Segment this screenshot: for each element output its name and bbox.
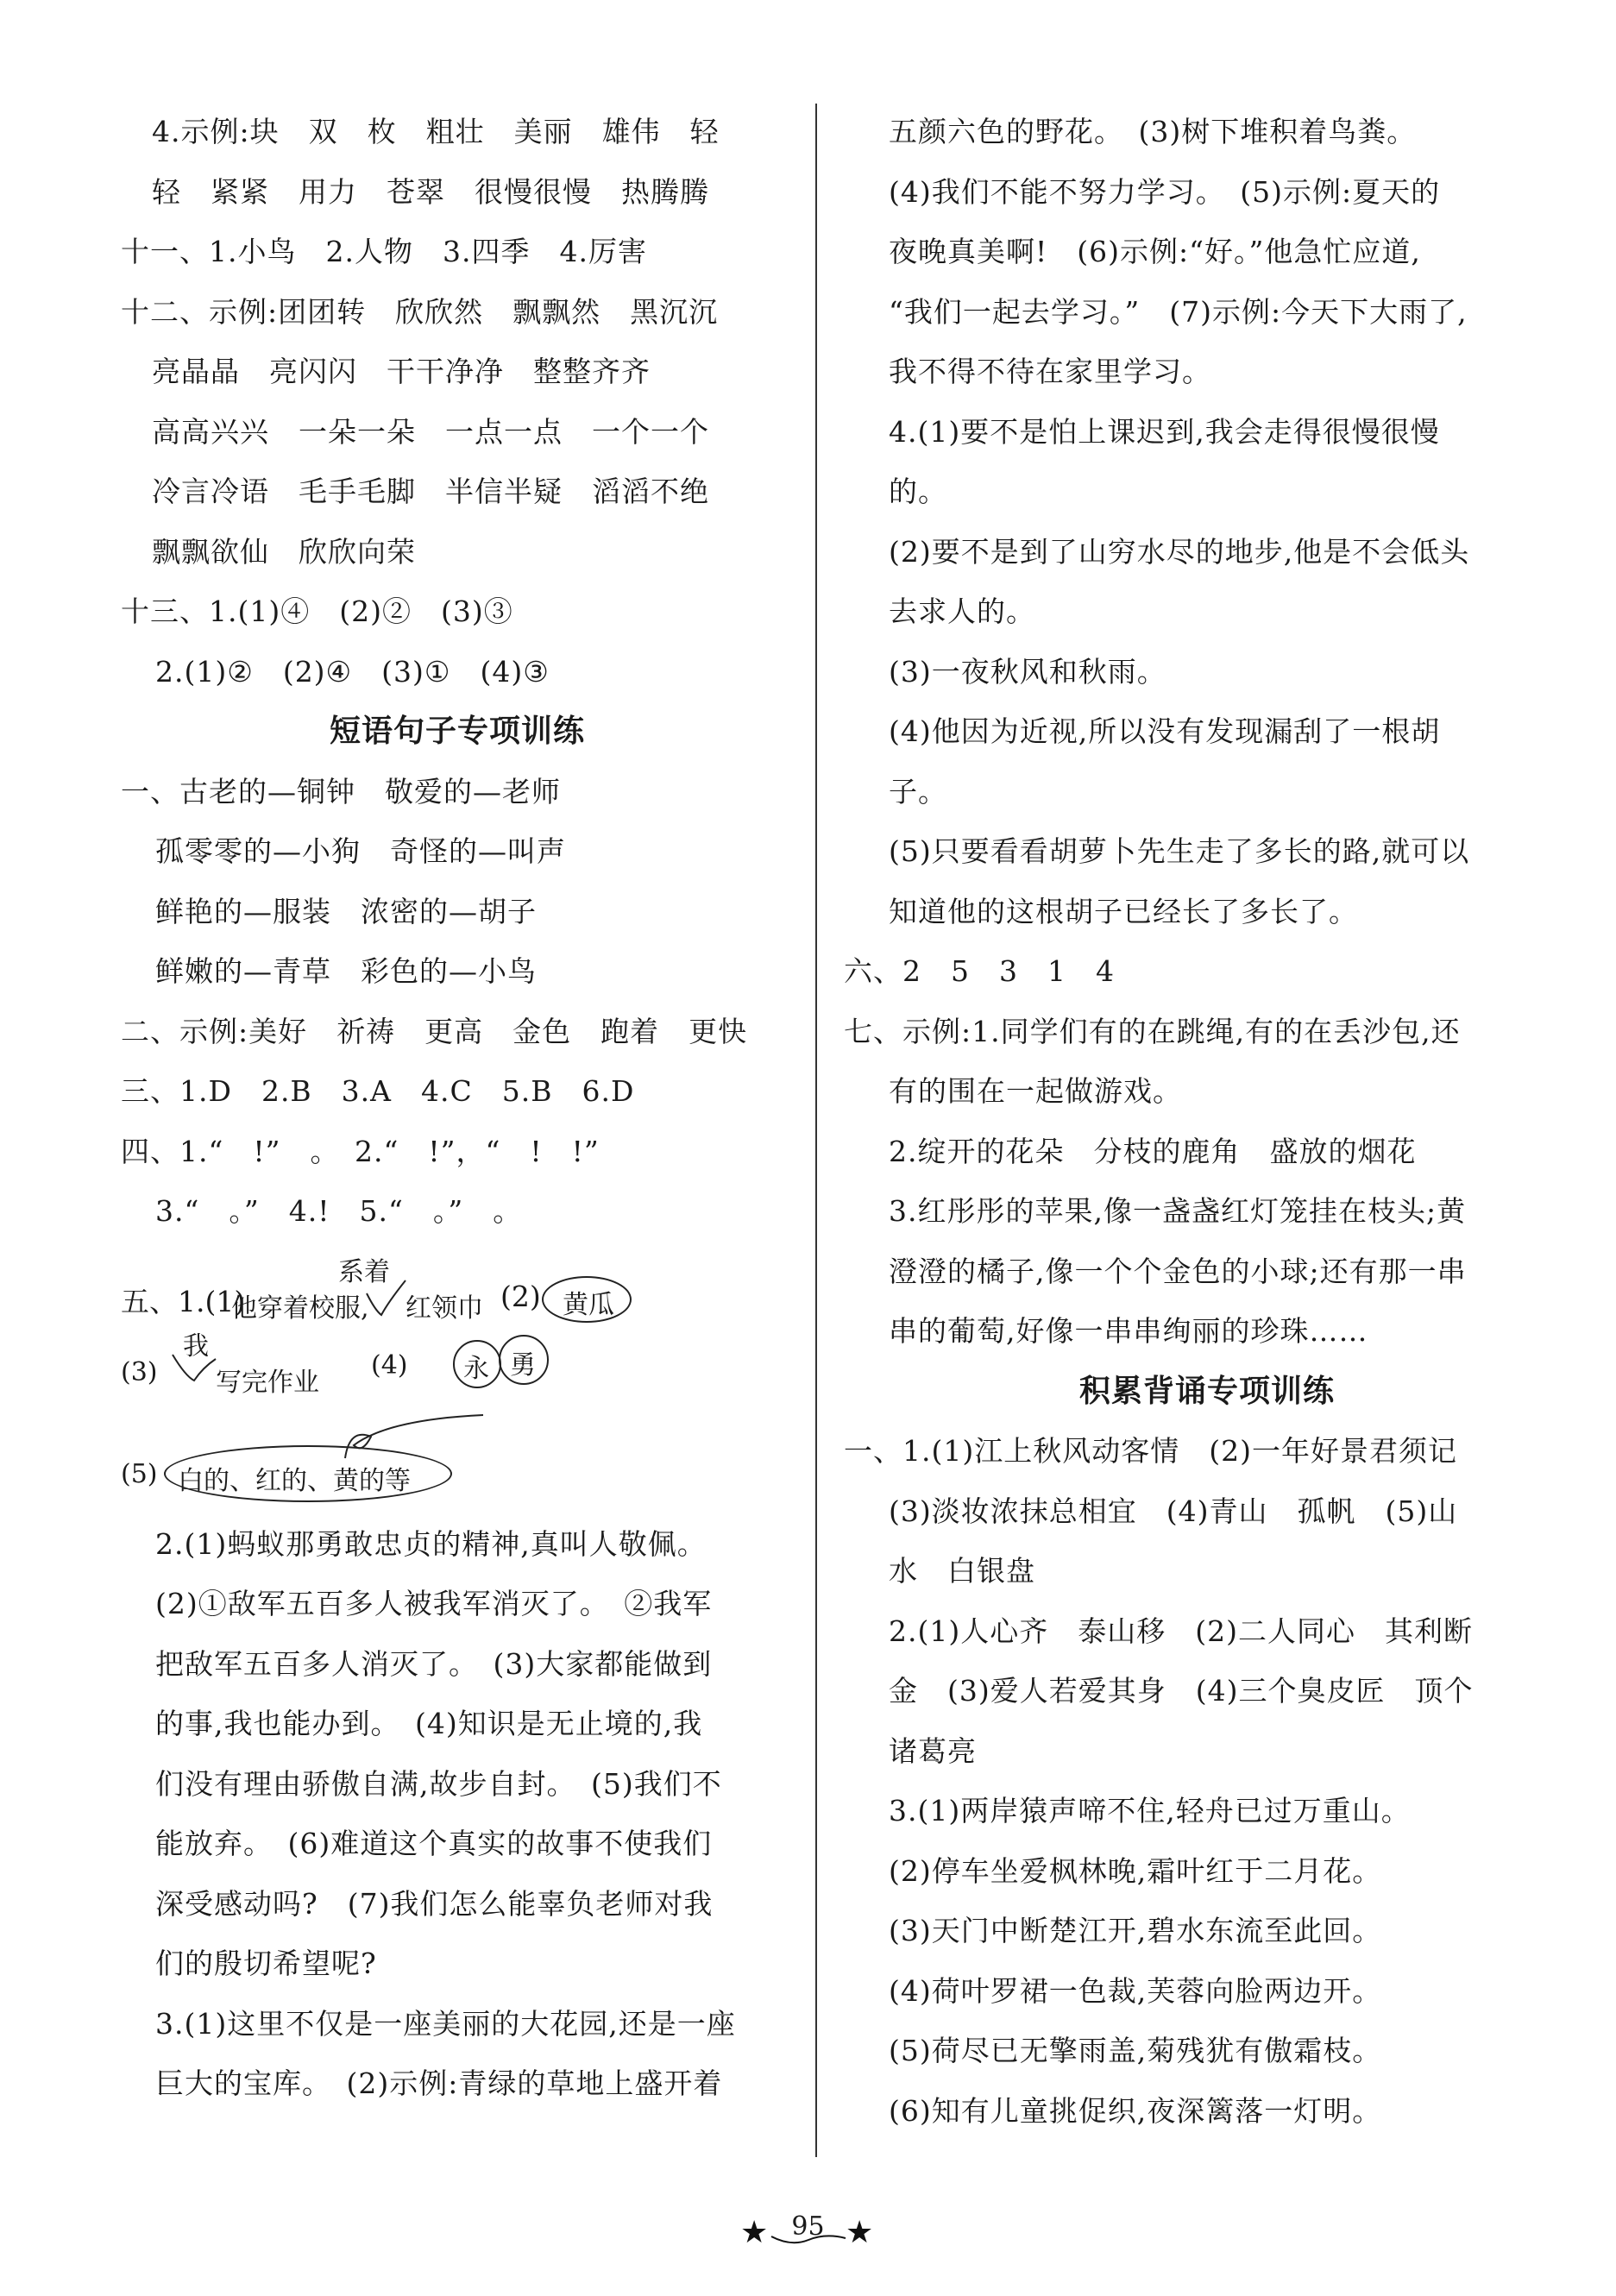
text-line: 我不得不待在家里学习。 <box>889 355 1211 388</box>
page-number: 95 <box>791 2211 825 2242</box>
text-line: (3)天门中断楚江开,碧水东流至此回。 <box>889 1914 1382 1947</box>
text-line: 鲜嫩的—青草 彩色的—小鸟 <box>155 954 537 988</box>
text-line: (2)①敌军五百多人被我军消灭了。 ②我军 <box>155 1587 713 1620</box>
text-line: 冷言冷语 毛手毛脚 半信半疑 滔滔不绝 <box>152 475 709 508</box>
text-line: 3.红彤彤的苹果,像一盏盏红灯笼挂在枝头;黄 <box>889 1194 1467 1228</box>
text-line: (2)停车坐爱枫林晚,霜叶红于二月花。 <box>889 1853 1382 1888</box>
swirl-ornament-icon <box>770 2228 847 2245</box>
text-line: 2.(1)蚂蚁那勇敢忠贞的精神,真叫人敬佩。 <box>155 1526 707 1561</box>
text-line: 把敌军五百多人消灭了。 (3)大家都能做到 <box>155 1646 713 1681</box>
q5-4-b: 勇 <box>510 1349 536 1381</box>
q5-3-top: 我 <box>183 1330 209 1362</box>
text-line: 夜晚真美啊! (6)示例:“好。”他急忙应道, <box>889 235 1421 268</box>
text-line: 去求人的。 <box>889 594 1035 628</box>
q5-4-a: 永 <box>463 1353 489 1384</box>
text-line: 一、1.(1)江上秋风动客情 (2)一年好景君须记 <box>844 1434 1457 1468</box>
correction-diagram-row-2 <box>121 1324 794 1411</box>
star-icon: ★ <box>846 2215 874 2250</box>
text-line: 4.示例:块 双 枚 粗壮 美丽 雄伟 轻 <box>152 115 720 148</box>
q5-5-text: 白的、红的、黄的等 <box>178 1465 411 1496</box>
text-line: 二、示例:美好 祈祷 更高 金色 跑着 更快 <box>121 1014 748 1048</box>
text-line: 鲜艳的—服装 浓密的—胡子 <box>155 894 537 928</box>
q5-5-label: (5) <box>121 1458 158 1489</box>
text-line: 水 白银盘 <box>889 1554 1035 1588</box>
text-line: (5)荷尽已无擎雨盖,菊残犹有傲霜枝。 <box>889 2034 1382 2067</box>
q5-sentence: 他穿着校服, <box>231 1293 369 1324</box>
text-line: 3.(1)这里不仅是一座美丽的大花园,还是一座 <box>155 2006 736 2041</box>
text-line: 子。 <box>889 774 947 808</box>
q5-2-word: 黄瓜 <box>563 1289 614 1320</box>
q5-4-label: (4) <box>371 1349 408 1381</box>
text-line: 澄澄的橘子,像一个个金色的小球;还有那一串 <box>889 1254 1467 1288</box>
insertion-caret-icon <box>362 1276 414 1319</box>
text-line: (4)我们不能不努力学习。 (5)示例:夏天的 <box>889 174 1441 209</box>
text-line: 轻 紧紧 用力 苍翠 很慢很慢 热腾腾 <box>152 174 709 209</box>
text-line: 的。 <box>889 475 947 508</box>
text-line: 四、1.“ !” 。 2.“ !”，“ ! !” <box>121 1134 600 1168</box>
text-line: (4)荷叶罗裙一色裁,芙蓉向脸两边开。 <box>889 1973 1382 2008</box>
text-line: 十三、1.(1)④ (2)② (3)③ <box>121 594 513 628</box>
q5-3-text: 写完作业 <box>216 1367 319 1398</box>
text-line: 巨大的宝库。 (2)示例:青绿的草地上盛开着 <box>155 2066 723 2100</box>
text-line: 七、示例:1.同学们有的在跳绳,有的在丢沙包,还 <box>844 1014 1461 1048</box>
text-line: 2.(1)人心齐 泰山移 (2)二人同心 其利断 <box>889 1613 1473 1648</box>
text-line: 金 (3)爱人若爱其身 (4)三个臭皮匠 顶个 <box>889 1674 1474 1708</box>
text-line: 3.“ 。” 4.! 5.“ 。” 。 <box>155 1194 523 1228</box>
star-icon: ★ <box>740 2215 769 2250</box>
q5-3-label: (3) <box>121 1356 158 1387</box>
text-line: 2.(1)② (2)④ (3)① (4)③ <box>155 654 550 689</box>
text-line: 2.绽开的花朵 分枝的鹿角 盛放的烟花 <box>889 1134 1417 1168</box>
q5-prefix: 五、1.(1) <box>121 1284 246 1318</box>
text-line: 3.(1)两岸猿声啼不住,轻舟已过万重山。 <box>889 1794 1411 1827</box>
text-line: (4)他因为近视,所以没有发现漏刮了一根胡 <box>889 714 1441 748</box>
text-line: 知道他的这根胡子已经长了多长了。 <box>889 894 1358 928</box>
text-line: 们的殷切希望呢? <box>155 1947 377 1980</box>
text-line: 诸葛亮 <box>889 1733 977 1768</box>
text-line: 们没有理由骄傲自满,故步自封。 (5)我们不 <box>155 1766 722 1801</box>
q5-insert-word: 系着 <box>338 1256 390 1287</box>
text-line: 三、1.D 2.B 3.A 4.C 5.B 6.D <box>121 1074 635 1108</box>
text-line: 十二、示例:团团转 欣欣然 飘飘然 黑沉沉 <box>121 294 719 329</box>
correction-diagram-row-1 <box>121 1242 794 1324</box>
text-line: 一、古老的—铜钟 敬爱的—老师 <box>121 774 561 808</box>
q5-tail: 红领巾 <box>406 1293 483 1324</box>
section-title: 积累背诵专项训练 <box>1078 1373 1335 1409</box>
text-line: (2)要不是到了山穷水尽的地步,他是不会低头 <box>889 534 1470 569</box>
text-line: 能放弃。 (6)难道这个真实的故事不使我们 <box>155 1827 713 1860</box>
text-line: 深受感动吗? (7)我们怎么能辜负老师对我 <box>155 1886 714 1921</box>
text-line: 高高兴兴 一朵一朵 一点一点 一个一个 <box>152 414 709 449</box>
left-column <box>121 102 794 2114</box>
text-line: 六、2 5 3 1 4 <box>844 954 1115 988</box>
text-line: 十一、1.小鸟 2.人物 3.四季 4.厉害 <box>121 235 647 268</box>
text-line: (3)一夜秋风和秋雨。 <box>889 654 1166 689</box>
column-divider <box>815 104 817 2157</box>
right-column <box>844 102 1570 2141</box>
text-line: 亮晶晶 亮闪闪 干干净净 整整齐齐 <box>152 355 651 388</box>
text-line: (6)知有儿童挑促织,夜深篱落一灯明。 <box>889 2093 1382 2128</box>
section-title: 短语句子专项训练 <box>329 714 585 749</box>
text-line: 飘飘欲仙 欣欣向荣 <box>152 534 416 569</box>
text-line: 五颜六色的野花。 (3)树下堆积着鸟粪。 <box>889 115 1417 148</box>
insertion-caret-icon <box>168 1350 220 1385</box>
text-line: “我们一起去学习。” (7)示例:今天下大雨了, <box>889 294 1468 329</box>
text-line: 的事,我也能办到。 (4)知识是无止境的,我 <box>155 1707 703 1740</box>
text-line: 4.(1)要不是怕上课迟到,我会走得很慢很慢 <box>889 414 1440 449</box>
text-line: 孤零零的—小狗 奇怪的—叫声 <box>155 834 566 868</box>
q5-2-label: (2) <box>500 1279 541 1313</box>
text-line: (3)淡妆浓抹总相宜 (4)青山 孤帆 (5)山 <box>889 1494 1458 1528</box>
correction-diagram-row-3 <box>121 1411 794 1514</box>
text-line: 串的葡萄,好像一串串绚丽的珍珠…… <box>889 1314 1368 1348</box>
text-line: (5)只要看看胡萝卜先生走了多长的路,就可以 <box>889 834 1470 868</box>
text-line: 有的围在一起做游戏。 <box>889 1074 1182 1108</box>
